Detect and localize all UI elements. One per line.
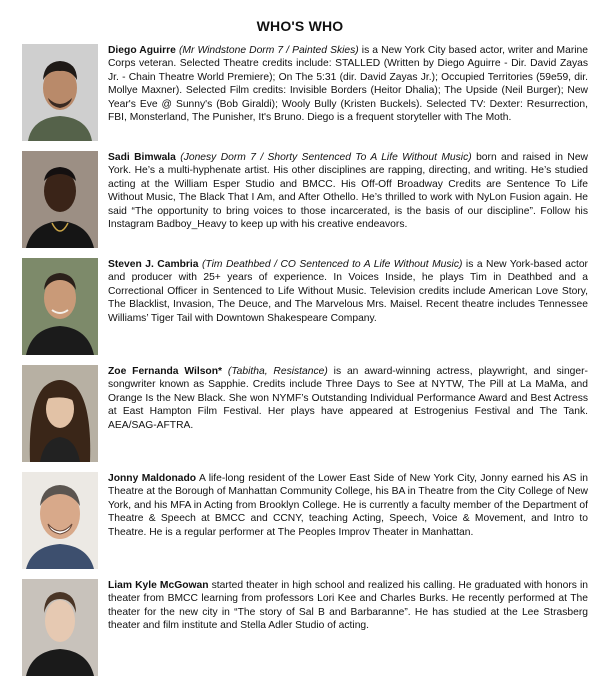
performer-name: Sadi Bimwala [108, 152, 176, 163]
bio-entry-sadi-bimwala [22, 151, 588, 251]
bio-text [108, 44, 588, 124]
bio-description: is an award-winning actress, playwright, and singer-songwriter known as Sapphie. Credits include Three Days to See at NYTW, The Pill at La MaMa, and Orange Is the New Black. She won NYMF’s Outstanding Individual Performance Award and Best Actress at East Hampton Film Festival. Her plays have appeared at Estrogenius Festival and The Tank. AEA/SAG-AFTRA. [108, 366, 588, 431]
performer-role: (Jonesy Dorm 7 / Shorty Sentenced To A Life Without Music) [180, 152, 472, 163]
bio-text [108, 579, 588, 633]
bio-description: born and raised in New York. He’s a multi-hyphenate artist. His other disciplines are rapping, directing, and writing. He’s studied acting at the William Esper Studio and BMCC. His Off-Off Broadway Credits are Sentence To Life Without Music, The Black That I Am, and After Othello. He’s thrilled to work with NyLon Fusion again. He said “The opportunity to bring voices to those incarcerated, is the basis of our discipline”. Follow his Instagram Badboy_Heavy to keep up with his creative endeavors. [108, 152, 588, 231]
performer-role: (Tim Deathbed / CO Sentenced to A Life Without Music) [202, 259, 463, 270]
bio-entry-liam-mcgowan [22, 579, 588, 679]
performer-name: Zoe Fernanda Wilson* [108, 366, 223, 377]
performer-name: Steven J. Cambria [108, 259, 199, 270]
bio-text [108, 258, 588, 325]
bio-description: is a New York City based actor, writer and Marine Corps veteran. Selected Theatre credits include: STALLED (Written by Diego Aguirre - Dir. David Zayas Jr. - Chain Theatre World Premiere); On The 5:31 (dir. David Zayas Jr.); Occupied Territories (59e59, dir. Mollye Maxner). Selected Film credits: Invisible Borders (Heitor Dhalia); The Upside (Neil Burger); New Year's Eve @ Sunny's (Bob Giraldi); Wooly Bully (Kristen Buckels). Selected TV: Dexter: Resurrection, FBI, Monsterland, The Punisher, It's Bruno. Diego is a frequent storyteller with The Moth. [108, 45, 588, 124]
headshot-photo [22, 151, 98, 248]
bio-description: is a New York-based actor and producer with 25+ years of experience. In Voices Inside, he plays Tim in Deathbed and a Correctional Officer in Sentenced to Life Without Music. Television credits include American Love Story, The Blacklist, Invasion, The Deuce, and The Marvelous Mrs. Maisel. Recent theatre includes Tennessee Williams’ Tiger Tail with Downtown Shakespeare Company. [108, 259, 588, 324]
bio-text [108, 365, 588, 432]
page-title: WHO'S WHO [256, 18, 344, 34]
headshot-photo [22, 258, 98, 355]
bio-entry-steven-cambria [22, 258, 588, 358]
bio-entry-diego-aguirre [22, 44, 588, 144]
headshot-photo [22, 472, 98, 569]
headshot-photo [22, 365, 98, 462]
headshot-photo [22, 44, 98, 141]
bio-description: started theater in high school and realized his calling. He graduated with honors in theater from BMCC learning from professors Lori Kee and Charles Burks. He recently performed at The theater for the new city in “The story of Sal B and Barbaranne”. He has studied at the Lee Strasberg theater and film institute and Stella Adler Studio of acting. [108, 580, 588, 632]
bio-text [108, 151, 588, 231]
bio-description: A life-long resident of the Lower East Side of New York City, Jonny earned his AS in Theatre at the Borough of Manhattan Community College, his BA in Theatre from the City College of New York, and his MFA in Acting from Brooklyn College. He is currently a faculty member of the Department of Theatre & Speech at BMCC and CCNY, teaching Acting, Speech, Voice & Movement, and Intro to Theatre. He is a regular performer at The Peoples Improv Theater in Manhattan. [108, 473, 588, 538]
performer-role: (Tabitha, Resistance) [227, 366, 328, 377]
bio-text [108, 472, 588, 539]
bio-entry-zoe-wilson [22, 365, 588, 465]
headshot-photo [22, 579, 98, 676]
performer-name: Diego Aguirre [108, 45, 176, 56]
performer-name: Liam Kyle McGowan [108, 580, 209, 591]
bio-entry-jonny-maldonado [22, 472, 588, 572]
performer-name: Jonny Maldonado [108, 473, 197, 484]
performer-role: (Mr Windstone Dorm 7 / Painted Skies) [179, 45, 359, 56]
